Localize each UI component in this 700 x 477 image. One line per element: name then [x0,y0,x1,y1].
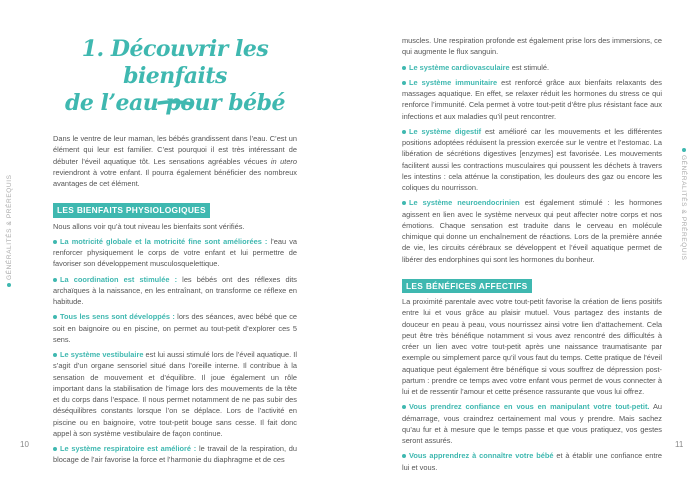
item-lead: Vous prendrez confiance en vous en manipulant votre tout-petit. [409,402,650,412]
list-item [53,443,297,466]
side-dot-icon [682,148,686,152]
title-line-2: de l’eau pour bébé [64,90,286,116]
section-heading-affective: LES BÉNÉFICES AFFECTIFS [402,279,532,293]
item-lead: Le système vestibulaire [60,350,144,359]
item-text: est stimulé. [509,62,550,72]
intro-text: Dans le ventre de leur maman, les bébés grandissent dans l’eau. C’est un élément qui leur est familier. C’est pourquoi il est très intéressant de débuter l’éveil aquatique tôt. Les sensations agréables vécues [53,134,297,166]
bullet-icon [402,130,406,134]
left-body-text [53,133,297,470]
section-heading-physiological: LES BIENFAITS PHYSIOLOGIQUES [53,203,210,217]
item-text: est renforcé grâce aux bienfaits relaxants des massages aquatique. En effet, se relaxer réduit les hormones du stress ce qui renforce l’immunité. Cela permet à votre tout-petit d’être plus résistant face aux infections et aux maladies qu’il peut rencontrer. [402,77,662,121]
bullet-icon [402,454,406,458]
bullet-icon [402,405,406,409]
bullet-icon [402,201,406,205]
list-item [402,62,662,73]
list-item [402,450,662,473]
list-item [53,311,297,345]
item-lead: Le système cardiovasculaire [409,62,510,72]
intro-paragraph [53,133,297,189]
item-text: les bébés ont des réflexes dits archaïques à la naissance, en les entraînant, on transforme ce réflexe en habitude. [53,274,297,306]
continuation-paragraph: muscles. Une respiration profonde est également prise lors des immersions, ce qui augmente le flux sanguin. [402,36,662,57]
right-page [350,0,700,472]
list-item [402,197,662,265]
affective-paragraph: La proximité parentale avec votre tout-petit favorise la création de liens positifs entre lui et vous grâce au plaisir mutuel. Vous partagez des instants de douceur en peau à peau, vous nourrissez ainsi votre lien d’attachement. Cela peut être très bénéfique notamment si vous avez rencontré des difficultés à créer un lien avec votre tout-petit après une naissance traumatisante par exemple ou simplement parce qu’il vous faut du temps. Cette pratique de l’éveil aquatique peut également être bénéfique si vous souffrez de dépression post-partum : prendre ce temps avec votre enfant vous permet de vous connecter à lui et de ressentir l’amour et cette présence rassurante que vous lui offrez. [402,297,662,396]
intro-emphasis: in utero [270,156,297,166]
item-lead: La motricité globale et la motricité fine sont améliorées : [60,236,268,246]
list-item [53,236,297,270]
heading-intro: Nous allons voir qu’à tout niveau les bienfaits sont vérifiés. [53,221,245,231]
list-item [402,401,662,446]
side-running-header [6,174,13,290]
list-item [402,126,662,194]
item-lead: Le système immunitaire [409,77,498,87]
bullet-icon [53,447,57,451]
item-lead: Le système respiratoire est amélioré : [60,444,197,453]
item-lead: Vous apprendrez à connaître votre bébé [409,451,554,461]
item-lead: Tous les sens sont développés : [60,312,175,322]
item-lead: Le système neuroendocrinien [409,198,520,208]
page-number: 11 [675,440,684,449]
list-item [53,349,297,439]
bullet-icon [53,278,57,282]
bullet-icon [53,353,57,357]
bullet-icon [53,240,57,244]
title-swash-ornament [157,98,193,108]
item-text: est amélioré car les mouvements et les différentes positions adoptées réduisent la pression exercée sur le ventre et l’estomac. La libération de sécrétions digestives [enzymes] est favorisée. Les mouvements facilitent aussi les contractions musculaires qui poussent les déchets à travers les intestins : cela atténue la constipation, les douleurs des gaz ou encore les coliques du nourrisson. [402,126,662,192]
bullet-icon [402,81,406,85]
item-lead: Le système digestif [409,126,482,136]
item-text: et à établir une confiance entre lui et vous. [402,451,662,472]
side-label: GÉNÉRALITÉS & PRÉREQUIS [680,155,687,261]
item-lead: La coordination est stimulée : [60,274,178,284]
list-item [53,274,297,308]
item-text: lors des séances, avec bébé que ce soit en baignoire ou en piscine, on permet au tout-petit d’explorer ces 5 sens. [53,312,298,344]
page-number: 10 [20,440,29,449]
item-text: Au démarrage, vous craindrez certainement mal vous y prendre. Mais sachez qu’au fur et à mesure que le temps passe et que vous pratiquez, vos gestes seront assurés. [402,402,662,445]
bullet-icon [53,315,57,319]
side-label: GÉNÉRALITÉS & PRÉREQUIS [6,174,13,280]
item-text: le travail de la respiration, du blocage de l’air favorise la force et l’harmonie du diaphragme et de ces [53,444,297,465]
title-line-1: 1. Découvrir les bienfaits [81,36,269,89]
item-text: est lui aussi stimulé lors de l’éveil aquatique. Il s’agit d’un organe sensoriel situé dans l’oreille interne. Il contribue à la sensation de mouvement et d’équilibre. Il joue également un rôle important dans la stabilisation de l’image lors des mouvements de la tête et du corps dans l’espace. Il nous permet notamment de ne pas subir des déséquilibres constants lorsque l’on se déplace. Lors de l’activité en piscine ou en baignoire, votre tout-petit bouge sans cesse. Il fait donc appel à son système vestibulaire de façon continue. [53,350,297,438]
item-text: l’eau va renforcer physiquement le corps de votre enfant et lui permettre de favoriser son développement musculosquelettique. [53,236,297,269]
intro-text-end: reviendront à votre enfant. Il pourra également bénéficier des nombreux avantages de cet élément. [53,167,297,188]
list-item [402,77,662,122]
side-dot-icon [7,283,11,287]
left-page [0,0,350,464]
side-running-header [680,145,687,261]
right-body-text [402,35,662,477]
bullet-icon [402,66,406,70]
item-text: est également stimulé : les hormones agissent en lien avec le système nerveux qui peut affecter notre corps et nos émotions. Chaque sensation est traduite dans le cerveau en molécule chimique qui donne un enchaînement de réactions. Lors de la première année de vie, les circuits cérébraux se développent et l’éveil aquatique permet de libérer des endorphines qui sont les hormones du bonheur. [402,198,663,264]
